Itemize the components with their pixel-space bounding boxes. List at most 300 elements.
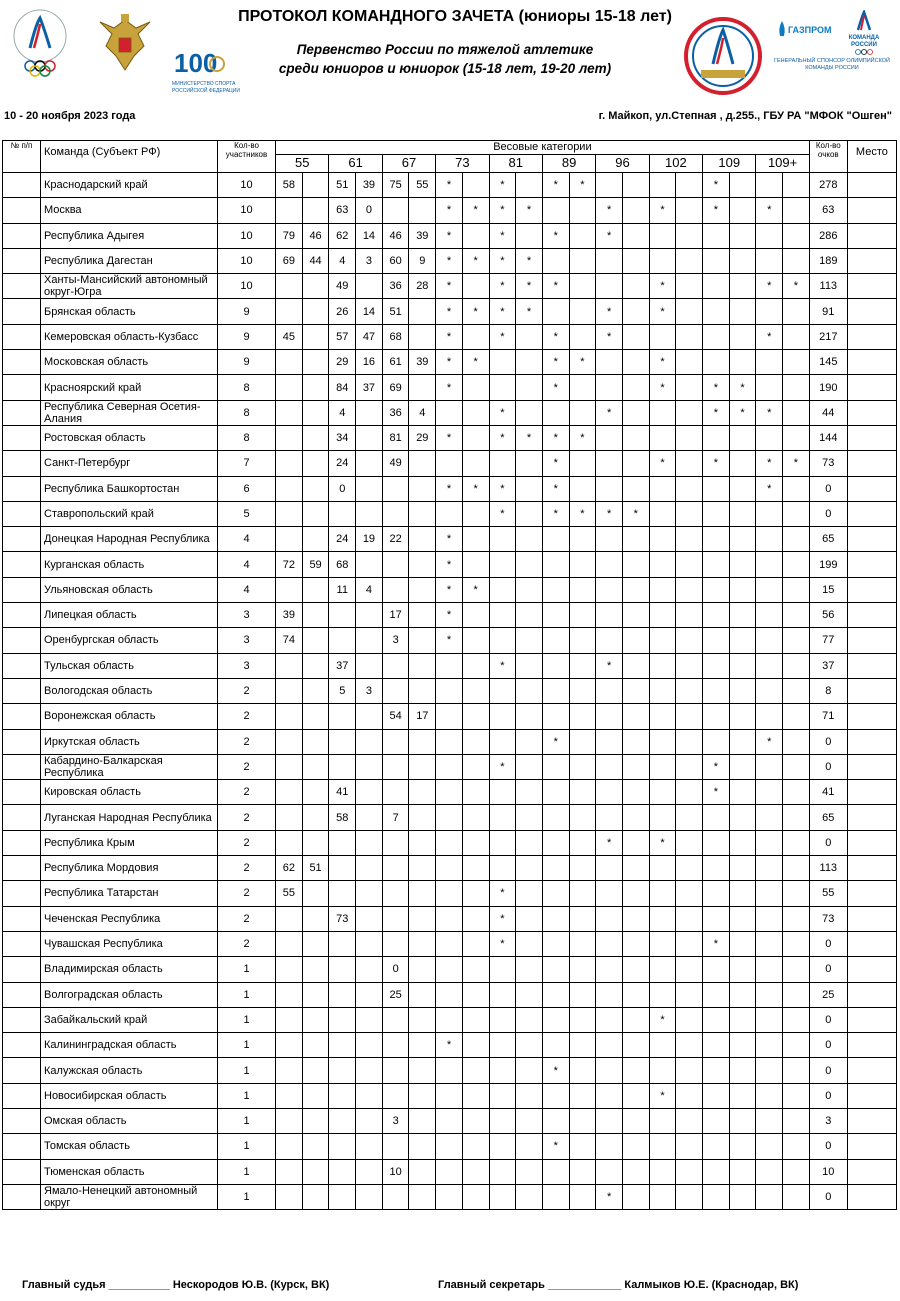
weight-result-cell [356, 1134, 383, 1159]
weight-result-cell [516, 1184, 543, 1209]
weight-result-cell: 46 [302, 223, 329, 248]
table-row [3, 350, 897, 375]
place-cell [847, 299, 896, 324]
weight-category-header: 55 [276, 155, 329, 173]
weight-result-cell [356, 1159, 383, 1184]
weight-result-cell [622, 577, 649, 602]
weight-result-cell [649, 1108, 676, 1133]
row-number-cell [3, 881, 41, 906]
weight-result-cell [409, 653, 436, 678]
weight-category-header: 67 [382, 155, 435, 173]
weight-result-cell [382, 754, 409, 779]
weight-result-cell [276, 653, 303, 678]
weight-result-cell [596, 704, 623, 729]
weight-result-cell: * [542, 476, 569, 501]
weight-result-cell [356, 425, 383, 450]
weight-result-cell [569, 1108, 596, 1133]
weight-result-cell [676, 425, 703, 450]
points-cell: 63 [809, 198, 847, 223]
weight-result-cell [382, 653, 409, 678]
weight-result-cell [409, 1083, 436, 1108]
weight-result-cell [302, 754, 329, 779]
weight-result-cell [489, 678, 516, 703]
weight-result-cell [569, 1134, 596, 1159]
weight-result-cell: * [569, 501, 596, 526]
points-cell: 145 [809, 350, 847, 375]
weight-result-cell [622, 906, 649, 931]
weight-result-cell: * [436, 223, 463, 248]
team-name-cell: Липецкая область [41, 603, 218, 628]
weight-result-cell [276, 1058, 303, 1083]
weight-result-cell [649, 1159, 676, 1184]
weight-result-cell [462, 754, 489, 779]
weight-result-cell [703, 552, 730, 577]
weight-result-cell [703, 350, 730, 375]
weight-result-cell [542, 704, 569, 729]
weight-result-cell [622, 1007, 649, 1032]
team-results-table [2, 140, 897, 1210]
weight-result-cell [676, 375, 703, 400]
weight-result-cell [329, 1159, 356, 1184]
weight-result-cell [729, 425, 756, 450]
weight-result-cell [596, 425, 623, 450]
weight-result-cell [569, 906, 596, 931]
weight-result-cell [276, 982, 303, 1007]
weight-result-cell: * [756, 274, 783, 299]
weight-result-cell [569, 1083, 596, 1108]
weight-result-cell [276, 1159, 303, 1184]
col-header-count: Кол-во участников [218, 141, 276, 173]
points-cell: 0 [809, 476, 847, 501]
weight-result-cell: 57 [329, 324, 356, 349]
weight-result-cell [649, 1134, 676, 1159]
weight-result-cell [622, 324, 649, 349]
weight-result-cell [569, 957, 596, 982]
weight-result-cell [382, 198, 409, 223]
row-number-cell [3, 476, 41, 501]
weight-result-cell: * [756, 451, 783, 476]
weight-result-cell: 11 [329, 577, 356, 602]
weight-result-cell: * [489, 501, 516, 526]
weight-result-cell: * [569, 350, 596, 375]
weight-result-cell: * [622, 501, 649, 526]
page-subtitle [230, 40, 660, 78]
weight-result-cell [329, 957, 356, 982]
weight-result-cell [649, 476, 676, 501]
weight-result-cell [676, 906, 703, 931]
weight-result-cell [729, 982, 756, 1007]
participant-count-cell: 2 [218, 856, 276, 881]
team-name-cell: Кемеровская область-Кузбасс [41, 324, 218, 349]
weight-result-cell [622, 425, 649, 450]
weight-result-cell [676, 198, 703, 223]
weight-result-cell [756, 1033, 783, 1058]
row-number-cell [3, 603, 41, 628]
weight-result-cell [329, 501, 356, 526]
weight-category-header: 102 [649, 155, 702, 173]
weight-result-cell [569, 375, 596, 400]
weight-result-cell: * [436, 173, 463, 198]
weight-result-cell: * [542, 729, 569, 754]
weight-result-cell [703, 856, 730, 881]
weight-result-cell [622, 451, 649, 476]
points-cell: 0 [809, 830, 847, 855]
weight-result-cell [409, 931, 436, 956]
weight-result-cell [729, 451, 756, 476]
weight-result-cell [783, 982, 810, 1007]
weight-result-cell [676, 577, 703, 602]
weight-result-cell [596, 1134, 623, 1159]
weight-result-cell: 4 [329, 248, 356, 273]
weight-result-cell [622, 780, 649, 805]
weight-result-cell [382, 678, 409, 703]
weight-result-cell [649, 501, 676, 526]
points-cell: 10 [809, 1159, 847, 1184]
table-row [3, 628, 897, 653]
weight-result-cell: 22 [382, 527, 409, 552]
weight-result-cell [462, 375, 489, 400]
weight-result-cell [783, 603, 810, 628]
weight-result-cell: * [596, 1184, 623, 1209]
weight-result-cell [489, 805, 516, 830]
weight-result-cell: 54 [382, 704, 409, 729]
weight-result-cell [436, 957, 463, 982]
weight-result-cell [649, 856, 676, 881]
weight-result-cell [596, 881, 623, 906]
weight-result-cell: * [596, 653, 623, 678]
weight-result-cell [329, 881, 356, 906]
weight-result-cell [356, 856, 383, 881]
weight-result-cell [462, 223, 489, 248]
weight-result-cell [462, 931, 489, 956]
table-row [3, 299, 897, 324]
weight-result-cell [783, 248, 810, 273]
weight-result-cell [409, 729, 436, 754]
weight-result-cell [783, 805, 810, 830]
weight-result-cell [356, 704, 383, 729]
team-name-cell: Курганская область [41, 552, 218, 577]
points-cell: 0 [809, 1083, 847, 1108]
team-name-cell: Кировская область [41, 780, 218, 805]
weight-result-cell [382, 1184, 409, 1209]
weight-result-cell [329, 1184, 356, 1209]
weight-result-cell: * [436, 527, 463, 552]
weight-result-cell [756, 1083, 783, 1108]
weight-result-cell [409, 476, 436, 501]
weight-result-cell [489, 451, 516, 476]
weight-result-cell [302, 881, 329, 906]
weight-result-cell [489, 527, 516, 552]
weight-result-cell [596, 603, 623, 628]
weight-result-cell [462, 324, 489, 349]
weight-result-cell [676, 881, 703, 906]
weight-result-cell [649, 1058, 676, 1083]
weight-result-cell: * [703, 173, 730, 198]
weight-result-cell [703, 906, 730, 931]
table-row [3, 830, 897, 855]
weight-result-cell [622, 299, 649, 324]
weight-result-cell [276, 1007, 303, 1032]
points-cell: 73 [809, 451, 847, 476]
weight-result-cell [783, 1058, 810, 1083]
weight-result-cell [756, 754, 783, 779]
points-cell: 286 [809, 223, 847, 248]
weight-result-cell [542, 1083, 569, 1108]
participant-count-cell: 1 [218, 1159, 276, 1184]
weight-result-cell [276, 729, 303, 754]
row-number-cell [3, 299, 41, 324]
row-number-cell [3, 1159, 41, 1184]
table-row [3, 198, 897, 223]
weight-result-cell [756, 881, 783, 906]
weight-result-cell [649, 552, 676, 577]
weight-result-cell [302, 957, 329, 982]
weight-result-cell [356, 1083, 383, 1108]
weight-result-cell [622, 628, 649, 653]
row-number-cell [3, 451, 41, 476]
weight-result-cell [622, 274, 649, 299]
weight-result-cell [542, 577, 569, 602]
weight-result-cell: * [489, 754, 516, 779]
weight-result-cell [356, 1058, 383, 1083]
weight-result-cell: * [436, 603, 463, 628]
weight-result-cell [436, 805, 463, 830]
participant-count-cell: 2 [218, 678, 276, 703]
weight-result-cell [596, 678, 623, 703]
weight-result-cell [542, 805, 569, 830]
place-cell [847, 425, 896, 450]
team-name-cell: Волгоградская область [41, 982, 218, 1007]
weight-result-cell [676, 552, 703, 577]
weight-result-cell [756, 704, 783, 729]
weight-result-cell [569, 1184, 596, 1209]
participant-count-cell: 2 [218, 704, 276, 729]
weight-category-header: 61 [329, 155, 382, 173]
row-number-cell [3, 780, 41, 805]
weight-result-cell [516, 982, 543, 1007]
weight-result-cell [276, 425, 303, 450]
participant-count-cell: 4 [218, 527, 276, 552]
team-name-cell: Брянская область [41, 299, 218, 324]
weight-result-cell: * [596, 223, 623, 248]
row-number-cell [3, 1184, 41, 1209]
weight-result-cell [462, 1108, 489, 1133]
weight-result-cell: * [703, 198, 730, 223]
points-cell: 0 [809, 729, 847, 754]
row-number-cell [3, 628, 41, 653]
participant-count-cell: 9 [218, 350, 276, 375]
row-number-cell [3, 653, 41, 678]
participant-count-cell: 8 [218, 375, 276, 400]
row-number-cell [3, 1058, 41, 1083]
weight-result-cell [436, 1083, 463, 1108]
weight-result-cell [756, 805, 783, 830]
weight-result-cell: * [596, 830, 623, 855]
weight-result-cell: * [542, 501, 569, 526]
participant-count-cell: 10 [218, 274, 276, 299]
weight-result-cell [516, 906, 543, 931]
row-number-cell [3, 1033, 41, 1058]
weight-result-cell [729, 704, 756, 729]
weight-result-cell [329, 1134, 356, 1159]
weight-result-cell [676, 603, 703, 628]
weight-result-cell: * [436, 248, 463, 273]
col-header-points: Кол-во очков [809, 141, 847, 173]
weight-result-cell [276, 400, 303, 425]
weight-result-cell [276, 704, 303, 729]
weight-result-cell [542, 552, 569, 577]
weight-result-cell [462, 552, 489, 577]
weight-result-cell [676, 678, 703, 703]
table-row [3, 527, 897, 552]
weight-result-cell [276, 830, 303, 855]
weight-result-cell [756, 527, 783, 552]
weight-result-cell [729, 957, 756, 982]
weight-result-cell [622, 653, 649, 678]
weight-result-cell [356, 501, 383, 526]
weight-result-cell [756, 1007, 783, 1032]
weight-result-cell [302, 173, 329, 198]
place-cell [847, 982, 896, 1007]
team-name-cell: Забайкальский край [41, 1007, 218, 1032]
participant-count-cell: 6 [218, 476, 276, 501]
weight-result-cell [542, 780, 569, 805]
weight-result-cell [622, 375, 649, 400]
weight-result-cell [676, 1184, 703, 1209]
weight-result-cell: 84 [329, 375, 356, 400]
participant-count-cell: 1 [218, 1058, 276, 1083]
weight-result-cell [756, 1159, 783, 1184]
weight-result-cell [462, 501, 489, 526]
weight-result-cell [542, 678, 569, 703]
weight-result-cell: * [436, 552, 463, 577]
weight-result-cell [622, 1083, 649, 1108]
weight-result-cell: 47 [356, 324, 383, 349]
weight-result-cell [462, 1007, 489, 1032]
weight-result-cell [276, 1184, 303, 1209]
weight-result-cell [276, 274, 303, 299]
weight-result-cell: * [436, 1033, 463, 1058]
weight-result-cell [329, 1108, 356, 1133]
points-cell: 113 [809, 274, 847, 299]
weight-result-cell [676, 173, 703, 198]
weight-result-cell [302, 198, 329, 223]
weight-result-cell [516, 350, 543, 375]
weight-result-cell [676, 780, 703, 805]
place-cell [847, 1159, 896, 1184]
weight-result-cell [462, 451, 489, 476]
weight-result-cell [462, 830, 489, 855]
weight-result-cell [596, 729, 623, 754]
weight-result-cell [569, 577, 596, 602]
points-cell: 0 [809, 754, 847, 779]
weight-result-cell [676, 476, 703, 501]
weight-result-cell [356, 274, 383, 299]
weight-result-cell [676, 729, 703, 754]
weight-result-cell: * [596, 501, 623, 526]
row-number-cell [3, 957, 41, 982]
team-name-cell: Калининградская область [41, 1033, 218, 1058]
weight-result-cell: 49 [329, 274, 356, 299]
weight-result-cell: 3 [356, 248, 383, 273]
weight-result-cell [516, 805, 543, 830]
weight-result-cell [596, 1007, 623, 1032]
weight-result-cell: * [436, 324, 463, 349]
weight-result-cell [622, 931, 649, 956]
weight-result-cell [356, 957, 383, 982]
place-cell [847, 678, 896, 703]
weight-result-cell: 68 [382, 324, 409, 349]
weight-result-cell [729, 856, 756, 881]
weight-result-cell [783, 552, 810, 577]
weight-result-cell [516, 729, 543, 754]
place-cell [847, 324, 896, 349]
weight-result-cell: 68 [329, 552, 356, 577]
place-cell [847, 1134, 896, 1159]
weight-result-cell [729, 1058, 756, 1083]
weight-result-cell [622, 678, 649, 703]
weight-result-cell [329, 754, 356, 779]
weight-result-cell [462, 957, 489, 982]
place-cell [847, 173, 896, 198]
place-cell [847, 451, 896, 476]
weight-result-cell: * [756, 198, 783, 223]
weight-result-cell: * [542, 324, 569, 349]
weight-result-cell [783, 501, 810, 526]
table-row [3, 1033, 897, 1058]
weight-result-cell: 14 [356, 223, 383, 248]
table-row [3, 223, 897, 248]
weight-result-cell [569, 552, 596, 577]
place-cell [847, 552, 896, 577]
weight-result-cell: 45 [276, 324, 303, 349]
team-name-cell: Ростовская область [41, 425, 218, 450]
weight-result-cell: 39 [356, 173, 383, 198]
weight-result-cell [276, 1083, 303, 1108]
weight-result-cell [649, 1184, 676, 1209]
sponsor-caption: ГЕНЕРАЛЬНЫЙ СПОНСОР ОЛИМПИЙСКОЙ КОМАНДЫ РОССИИ [774, 58, 890, 71]
weight-result-cell [356, 1033, 383, 1058]
weight-result-cell [569, 400, 596, 425]
weight-result-cell: 69 [276, 248, 303, 273]
weight-result-cell [703, 1083, 730, 1108]
weight-result-cell [489, 1134, 516, 1159]
weight-result-cell [382, 729, 409, 754]
weight-result-cell [676, 501, 703, 526]
weight-result-cell [783, 1007, 810, 1032]
weight-result-cell [649, 704, 676, 729]
weight-result-cell [516, 678, 543, 703]
weight-result-cell [649, 780, 676, 805]
svg-text:100: 100 [174, 48, 218, 78]
weight-result-cell [783, 527, 810, 552]
weight-result-cell: * [756, 400, 783, 425]
team-name-cell: Чеченская Республика [41, 906, 218, 931]
place-cell [847, 350, 896, 375]
weight-result-cell: 58 [276, 173, 303, 198]
weight-result-cell [676, 527, 703, 552]
weight-result-cell: * [649, 299, 676, 324]
weight-result-cell [649, 248, 676, 273]
row-number-cell [3, 1083, 41, 1108]
weight-result-cell [783, 678, 810, 703]
weight-result-cell: 4 [329, 400, 356, 425]
weight-result-cell: 58 [329, 805, 356, 830]
weight-result-cell [783, 425, 810, 450]
weight-result-cell [409, 527, 436, 552]
weight-result-cell [516, 324, 543, 349]
weight-result-cell [756, 1134, 783, 1159]
